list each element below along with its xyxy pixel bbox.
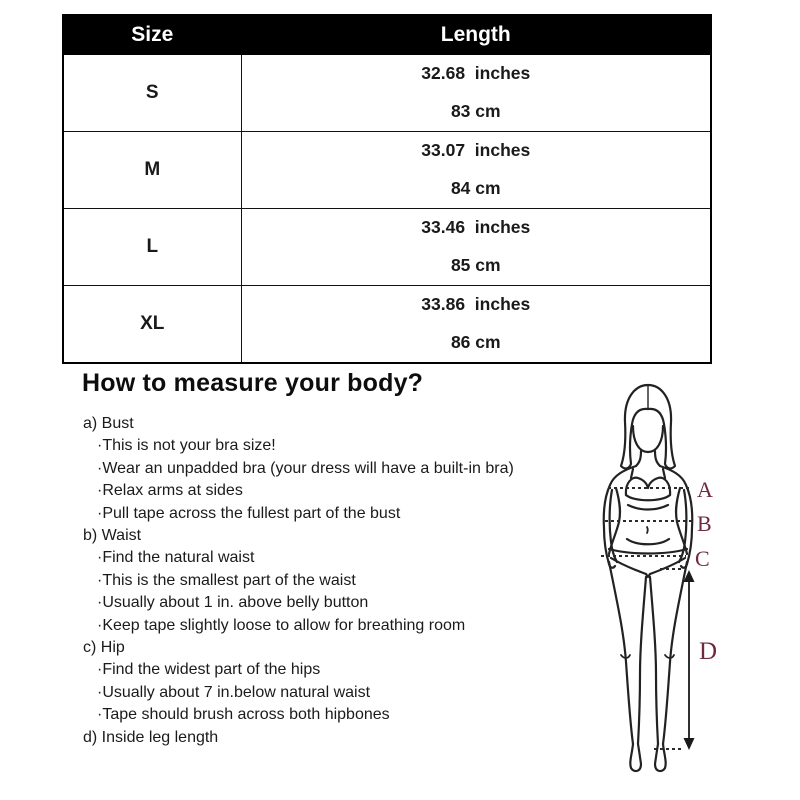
guide-item: ·Find the natural waist — [97, 549, 255, 567]
size-value-m: M — [63, 132, 241, 209]
length-inches: 33.86 inches — [421, 294, 531, 315]
body-measurement-figure — [580, 378, 800, 798]
length-cell-s — [241, 55, 711, 132]
length-cell-m — [241, 132, 711, 209]
table-header-row — [63, 15, 711, 55]
guide-item: ·Relax arms at sides — [97, 482, 243, 500]
length-cell-l — [241, 209, 711, 286]
size-value-l: L — [63, 209, 241, 286]
guide-item: ·Usually about 7 in.below natural waist — [97, 683, 371, 701]
table-row — [63, 286, 711, 364]
body-outline-sketch — [604, 385, 693, 771]
guide-item: ·Usually about 1 in. above belly button — [97, 594, 369, 612]
length-inches: 33.07 inches — [421, 140, 531, 161]
length-inches: 33.46 inches — [421, 217, 531, 238]
length-cell-xl — [241, 286, 711, 364]
table-row — [63, 55, 711, 132]
length-column-header: Length — [241, 15, 711, 55]
table-row — [63, 132, 711, 209]
guide-item: ·Keep tape slightly loose to allow for breathing room — [97, 616, 466, 634]
bust-label: A — [697, 477, 713, 502]
guide-item: ·This is the smallest part of the waist — [97, 571, 356, 589]
hip-label: C — [695, 546, 710, 571]
size-chart-table — [62, 14, 712, 364]
size-value-s: S — [63, 55, 241, 132]
waist-label: B — [697, 511, 712, 536]
length-cm: 85 cm — [450, 255, 501, 276]
length-inches: 32.68 inches — [421, 63, 531, 84]
guide-section-label: a) Bust — [83, 415, 134, 432]
measure-guide-title: How to measure your body? — [82, 369, 424, 397]
guide-item: ·Pull tape across the fullest part of the bust — [97, 504, 401, 522]
size-column-header: Size — [63, 15, 241, 55]
size-value-xl: XL — [63, 286, 241, 364]
guide-section-label: c) Hip — [83, 639, 125, 657]
guide-item: ·Find the widest part of the hips — [97, 661, 321, 679]
measure-guide — [83, 413, 593, 749]
length-cm: 83 cm — [450, 101, 501, 122]
inside-leg-arrow — [684, 570, 695, 750]
length-cm: 84 cm — [450, 178, 501, 199]
guide-item: ·This is not your bra size! — [97, 437, 276, 455]
guide-item: ·Wear an unpadded bra (your dress will have a built-in bra) — [97, 459, 514, 477]
guide-section-label: b) Waist — [83, 527, 142, 545]
inside-leg-label: D — [699, 638, 718, 665]
measurement-labels — [695, 477, 717, 665]
guide-section-label: d) Inside leg length — [83, 728, 219, 746]
guide-item: ·Tape should brush across both hipbones — [97, 706, 390, 724]
table-row — [63, 209, 711, 286]
length-cm: 86 cm — [450, 332, 501, 353]
